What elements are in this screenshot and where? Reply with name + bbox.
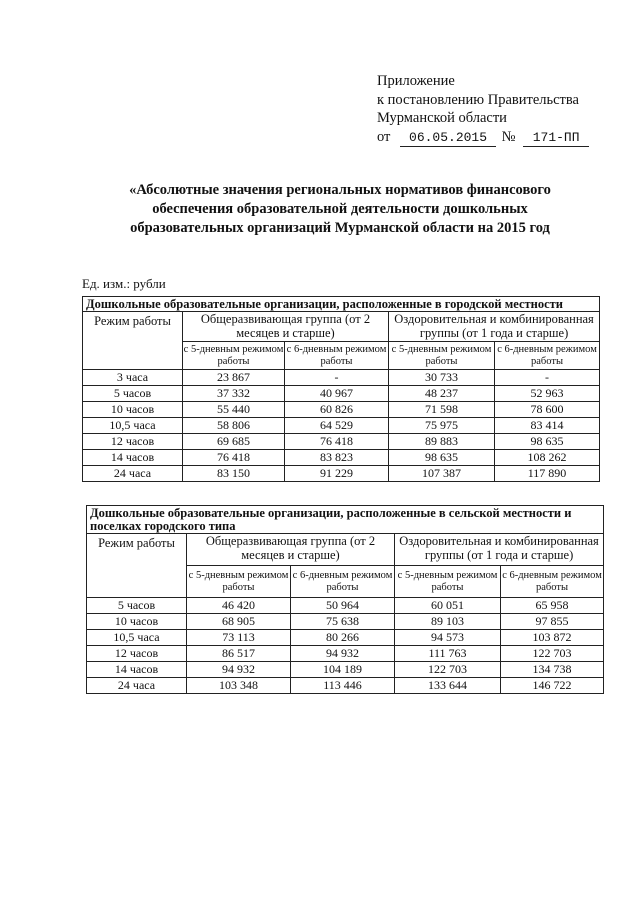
cell-health-6day: 98 635 xyxy=(495,434,600,450)
cell-general-6day: 50 964 xyxy=(291,598,395,614)
cell-general-5day: 103 348 xyxy=(187,678,291,694)
cell-health-5day: 107 387 xyxy=(389,466,495,482)
cell-general-6day: 64 529 xyxy=(285,418,389,434)
urban-table-caption: Дошкольные образовательные организации, расположенные в городской местности xyxy=(83,297,600,312)
table-row xyxy=(83,370,600,386)
row-mode: 12 часов xyxy=(83,434,183,450)
cell-health-6day: - xyxy=(495,370,600,386)
table-row xyxy=(83,402,600,418)
row-mode: 10,5 часа xyxy=(83,418,183,434)
cell-health-5day: 111 763 xyxy=(395,646,501,662)
row-mode: 10 часов xyxy=(87,614,187,630)
cell-health-6day: 134 738 xyxy=(501,662,604,678)
cell-health-6day: 97 855 xyxy=(501,614,604,630)
cell-health-5day: 122 703 xyxy=(395,662,501,678)
table-row xyxy=(83,434,600,450)
row-mode: 5 часов xyxy=(83,386,183,402)
cell-health-6day: 146 722 xyxy=(501,678,604,694)
cell-health-5day: 30 733 xyxy=(389,370,495,386)
cell-general-6day: 80 266 xyxy=(291,630,395,646)
row-mode: 10,5 часа xyxy=(87,630,187,646)
decree-number-sign: № xyxy=(501,128,516,145)
rural-col-mode: Режим работы xyxy=(87,534,187,598)
cell-general-5day: 58 806 xyxy=(183,418,285,434)
table-row xyxy=(83,418,600,434)
cell-health-6day: 117 890 xyxy=(495,466,600,482)
cell-general-6day: 91 229 xyxy=(285,466,389,482)
rural-sub-general-6day: с 6-дневным режимом работы xyxy=(291,566,395,598)
urban-group-general: Общеразвивающая группа (от 2 месяцев и старше) xyxy=(183,312,389,342)
cell-general-5day: 23 867 xyxy=(183,370,285,386)
rural-sub-health-6day: с 6-дневным режимом работы xyxy=(501,566,604,598)
cell-health-5day: 75 975 xyxy=(389,418,495,434)
cell-general-5day: 69 685 xyxy=(183,434,285,450)
cell-health-6day: 108 262 xyxy=(495,450,600,466)
cell-general-6day: 76 418 xyxy=(285,434,389,450)
cell-general-5day: 73 113 xyxy=(187,630,291,646)
row-mode: 3 часа xyxy=(83,370,183,386)
cell-health-6day: 122 703 xyxy=(501,646,604,662)
cell-health-6day: 83 414 xyxy=(495,418,600,434)
row-mode: 24 часа xyxy=(83,466,183,482)
cell-health-6day: 65 958 xyxy=(501,598,604,614)
rural-norms-table xyxy=(86,505,604,694)
decree-number: 171-ПП xyxy=(523,130,589,147)
row-mode: 14 часов xyxy=(83,450,183,466)
row-mode: 12 часов xyxy=(87,646,187,662)
cell-general-6day: 113 446 xyxy=(291,678,395,694)
rural-table-caption: Дошкольные образовательные организации, расположенные в сельской местности и поселках городского типа xyxy=(87,506,604,534)
rural-sub-general-5day: с 5-дневным режимом работы xyxy=(187,566,291,598)
table-row xyxy=(87,598,604,614)
rural-sub-health-5day: с 5-дневным режимом работы xyxy=(395,566,501,598)
table-row xyxy=(87,678,604,694)
rural-group-health: Оздоровительная и комбинированная группы (от 1 года и старше) xyxy=(395,534,604,566)
cell-general-5day: 68 905 xyxy=(187,614,291,630)
decree-line xyxy=(377,128,627,147)
cell-health-5day: 98 635 xyxy=(389,450,495,466)
decree-from-label: от xyxy=(377,128,391,145)
cell-general-5day: 37 332 xyxy=(183,386,285,402)
cell-general-5day: 46 420 xyxy=(187,598,291,614)
appendix-block xyxy=(377,72,627,147)
cell-health-5day: 48 237 xyxy=(389,386,495,402)
cell-health-5day: 89 103 xyxy=(395,614,501,630)
row-mode: 24 часа xyxy=(87,678,187,694)
cell-general-5day: 86 517 xyxy=(187,646,291,662)
cell-general-6day: 104 189 xyxy=(291,662,395,678)
rural-group-general: Общеразвивающая группа (от 2 месяцев и старше) xyxy=(187,534,395,566)
cell-health-5day: 94 573 xyxy=(395,630,501,646)
table-row xyxy=(87,662,604,678)
cell-general-6day: - xyxy=(285,370,389,386)
cell-health-6day: 78 600 xyxy=(495,402,600,418)
decree-date: 06.05.2015 xyxy=(400,130,496,147)
urban-sub-general-6day: с 6-дневным режимом работы xyxy=(285,342,389,370)
table-row xyxy=(87,614,604,630)
cell-general-5day: 55 440 xyxy=(183,402,285,418)
urban-sub-health-6day: с 6-дневным режимом работы xyxy=(495,342,600,370)
urban-group-health: Оздоровительная и комбинированная группы (от 1 года и старше) xyxy=(389,312,600,342)
cell-general-6day: 40 967 xyxy=(285,386,389,402)
cell-health-5day: 60 051 xyxy=(395,598,501,614)
appendix-line-2: к постановлению Правительства xyxy=(377,91,579,108)
table-row xyxy=(83,386,600,402)
cell-general-5day: 94 932 xyxy=(187,662,291,678)
cell-health-5day: 89 883 xyxy=(389,434,495,450)
urban-sub-health-5day: с 5-дневным режимом работы xyxy=(389,342,495,370)
appendix-line-3: Мурманской области xyxy=(377,110,507,126)
urban-sub-general-5day: с 5-дневным режимом работы xyxy=(183,342,285,370)
urban-norms-table xyxy=(82,296,600,482)
appendix-line-1: Приложение xyxy=(377,73,455,89)
row-mode: 14 часов xyxy=(87,662,187,678)
table-row xyxy=(83,450,600,466)
row-mode: 10 часов xyxy=(83,402,183,418)
cell-general-6day: 60 826 xyxy=(285,402,389,418)
row-mode: 5 часов xyxy=(87,598,187,614)
table-row xyxy=(87,646,604,662)
units-label: Ед. изм.: рубли xyxy=(82,276,166,291)
cell-general-6day: 94 932 xyxy=(291,646,395,662)
cell-health-5day: 133 644 xyxy=(395,678,501,694)
cell-general-5day: 76 418 xyxy=(183,450,285,466)
cell-health-6day: 52 963 xyxy=(495,386,600,402)
cell-health-6day: 103 872 xyxy=(501,630,604,646)
cell-health-5day: 71 598 xyxy=(389,402,495,418)
cell-general-6day: 83 823 xyxy=(285,450,389,466)
cell-general-5day: 83 150 xyxy=(183,466,285,482)
table-row xyxy=(87,630,604,646)
document-title: «Абсолютные значения региональных нормативов финансового обеспечения образовательной деятельности дошкольных образовательных организаций Мурманской области на 2015 год xyxy=(129,182,551,236)
cell-general-6day: 75 638 xyxy=(291,614,395,630)
urban-col-mode: Режим работы xyxy=(83,312,183,370)
table-row xyxy=(83,466,600,482)
